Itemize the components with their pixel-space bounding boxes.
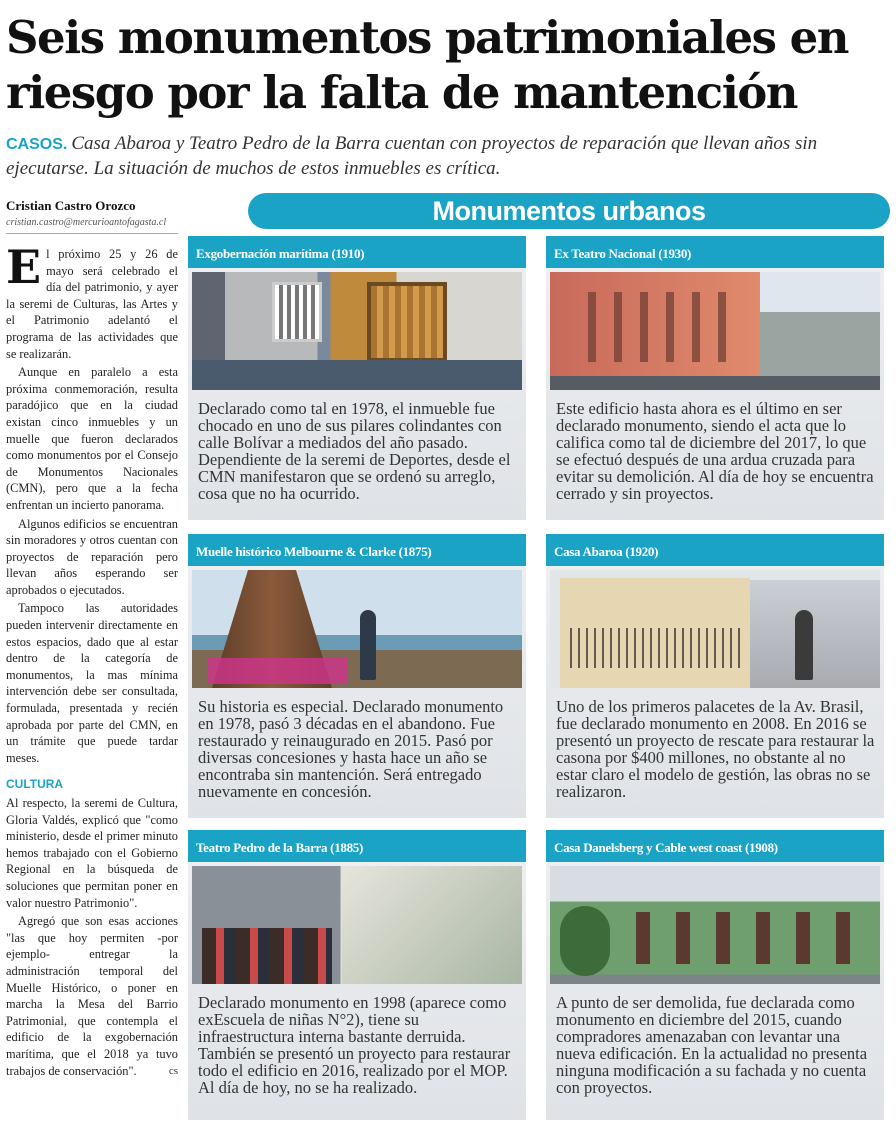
monument-card (188, 534, 526, 818)
photo-ex-teatro-nacional (550, 272, 880, 390)
card-text: Declarado como tal en 1978, el inmueble fue chocado en uno de sus pilares colindantes con calle Bolívar a mediados del año pasado. Dependiente de la seremi de Deportes, desde el CMN manifestaron que se ordenó su arreglo, cosa que no ha ocurrido. (198, 399, 511, 503)
photo-windows (610, 912, 870, 964)
photo-windows (570, 292, 740, 362)
article-paragraph: Tampoco las autoridades pueden intervenir directamente en estos espacios, dado que al estar dentro de la categoría de monumentos, la mas mínima intervención debe ser consultada, formulada, presentada y recién aprobada por parte del CMN, en un trámite que puede tardar meses. (6, 601, 178, 765)
photo-exgobernacion (192, 272, 522, 390)
headline: Seis monumentos patrimoniales en riesgo por la falta de mantención (6, 11, 848, 119)
deck (6, 132, 890, 181)
byline-rule (6, 233, 178, 234)
photo-casa-abaroa (550, 570, 880, 688)
photo-floor (192, 360, 522, 390)
photo-muelle (192, 570, 522, 688)
monument-card (546, 830, 884, 1120)
photo-crowd (202, 928, 332, 984)
author-email[interactable]: cristian.castro@mercurioantofagasta.cl (6, 217, 167, 228)
card-title: Casa Danelsberg y Cable west coast (1908) (546, 834, 884, 862)
photo-wall (342, 866, 522, 984)
monument-card (188, 236, 526, 520)
photo-street (550, 376, 880, 390)
photo-window (272, 282, 322, 342)
card-text: Este edificio hasta ahora es el último en ser declarado monumento, siendo el acta que lo califica como tal de diciembre del 2017, lo que se efectuó después de una ardua cruzada para evitar su demolición. Al día de hoy se encuentra cerrado y sin proyectos. (556, 399, 874, 503)
deck-kicker: CASOS. (6, 136, 68, 153)
photo-tree (560, 906, 610, 976)
section-banner: Monumentos urbanos (248, 193, 890, 229)
card-text: A punto de ser demolida, fue declarada como monumento en diciembre del 2015, cuando compradores amenazaban con levantar una nueva edificación. En la actualidad no presenta ninguna modificación a su fachada y no cuenta con proyectos. (556, 993, 868, 1097)
card-text: Uno de los primeros palacetes de la Av. Brasil, fue declarado monumento en 2008. En 2016 se presentó un proyecto de rescate para restaurar la casona por $400 millones, no obstante al no estar claro el modelo de gestión, las obras no se realizaron. (556, 697, 875, 801)
article-paragraph: Al respecto, la seremi de Cultura, Gloria Valdés, explicó que "como ministerio, desde el primer minuto hemos trabajado con el Gobierno Regional en la búsqueda de soluciones que permitan poner en valor nuestro Patrimonio". (6, 796, 178, 910)
section-subhead: CULTURA (6, 777, 64, 792)
photo-person (360, 610, 376, 680)
photo-teatro-pedro-de-la-barra (192, 866, 522, 984)
card-title: Muelle histórico Melbourne & Clarke (1875) (188, 538, 526, 566)
monument-card (546, 236, 884, 520)
author-name: Cristian Castro Orozco (6, 198, 136, 213)
photo-door (367, 282, 447, 362)
article-body (6, 240, 178, 1081)
article-paragraph: Algunos edificios se encuentran sin moradores y otros cuentan con proyectos de reparación pero llevan años esperando ser aprobados o ejecutados. (6, 516, 178, 597)
photo-graffiti (207, 658, 347, 684)
article-paragraph (6, 240, 178, 362)
photo-person (795, 610, 813, 680)
card-text: Su historia es especial. Declarado monumento en 1978, pasó 3 décadas en el abandono. Fue restaurado y reinaugurado en 2015. Pasó por diversas concesiones y hasta hace un año se encontraba sin mantención. Será entregado nuevamente en concesión. (198, 697, 504, 801)
photo-fence (570, 628, 740, 668)
article-paragraph: Aunque en paralelo a esta próxima conmemoración, resulta paradójico que en la ciudad existan cinco inmuebles y un muelle que fueron declarados como monumentos por el Consejo de Monumentos Nacionales (CMN), pero que a la fecha enfrentan un incierto panorama. (6, 365, 178, 512)
monument-card (188, 830, 526, 1120)
article-paragraph (6, 913, 178, 1079)
card-text: Declarado monumento en 1998 (aparece como exEscuela de niñas N°2), tiene su infraestructura interna bastante derruida. También se presentó un proyecto para restaurar todo el edificio en 2016, realizado por el MOP. Al día de hoy, no se ha realizado. (198, 993, 511, 1097)
article-p6: Agregó que son esas acciones "las que hoy permiten -por ejemplo- entregar la administración temporal del Muelle Histórico, o poner en marcha la Mesa del Barrio Patrimonial, que contempla el edificio de la exgobernación marítima, que el 2018 ya tuvo trabajos de conservación". (6, 914, 178, 1078)
card-title: Teatro Pedro de la Barra (1885) (188, 834, 526, 862)
deck-text: Casa Abaroa y Teatro Pedro de la Barra cuentan con proyectos de reparación que llevan años sin ejecutarse. La situación de muchos de estos inmuebles es crítica. (6, 133, 818, 179)
article-p1: l próximo 25 y 26 de mayo será celebrado el día del patrimonio, y ayer la seremi de Culturas, las Artes y el Patrimonio adelantó el programa de las actividades que se realizarán. (6, 247, 178, 361)
end-mark-icon: cs (168, 1064, 178, 1077)
byline (6, 198, 178, 234)
monument-card (546, 534, 884, 818)
card-title: Exgobernación marítima (1910) (188, 240, 526, 268)
card-title: Casa Abaroa (1920) (546, 538, 884, 566)
photo-sidewalk (750, 580, 880, 688)
drop-cap: E (6, 240, 42, 294)
photo-casa-danelsberg (550, 866, 880, 984)
card-title: Ex Teatro Nacional (1930) (546, 240, 884, 268)
